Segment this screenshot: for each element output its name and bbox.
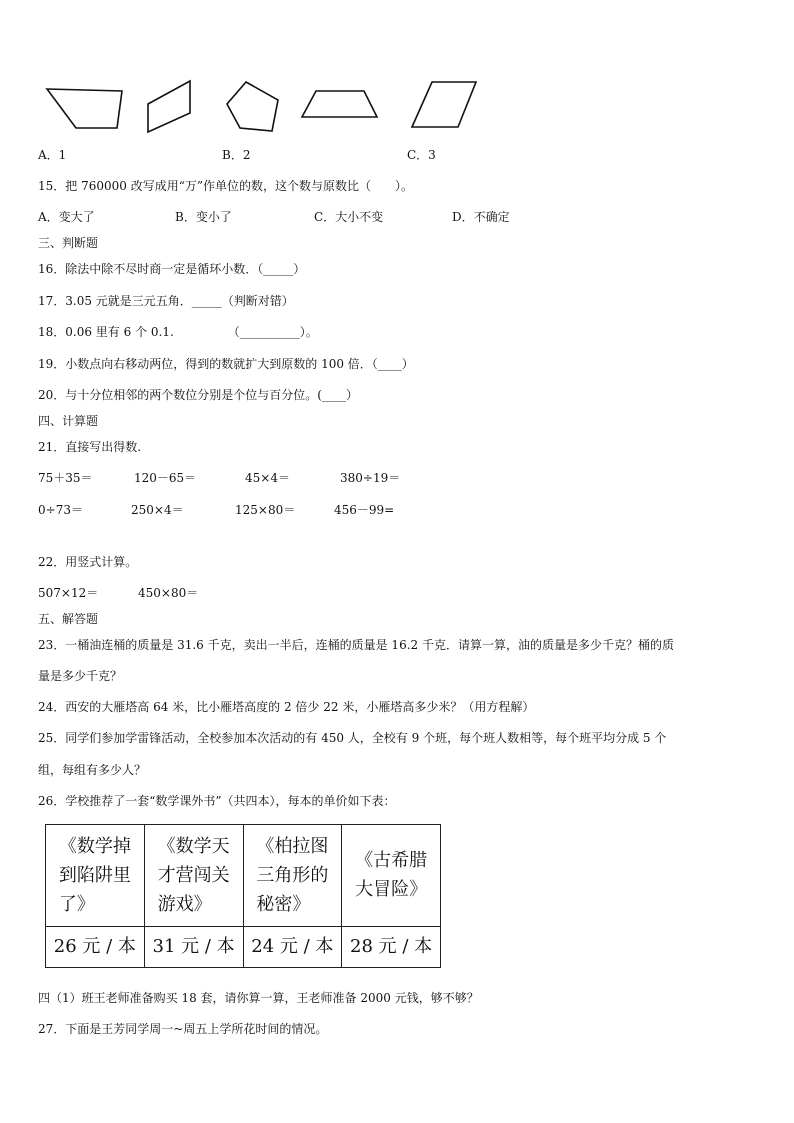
section-3-title: 三、判断题 xyxy=(38,236,99,250)
book-price-cell: 26 元 / 本 xyxy=(46,926,145,967)
q20-text: 20．与十分位相邻的两个数位分别是个位与百分位。(____） xyxy=(38,388,358,402)
book-price-cell: 24 元 / 本 xyxy=(243,926,342,967)
q21-expr: 0÷73＝ xyxy=(38,503,83,517)
q19-text: 19．小数点向右移动两位，得到的数就扩大到原数的 100 倍．（____） xyxy=(38,357,414,371)
q27-text: 27．下面是王芳同学周一~周五上学所花时间的情况。 xyxy=(38,1022,328,1036)
q21-title: 21．直接写出得数. xyxy=(38,440,142,454)
book-title-cell: 《数学掉 到陷阱里 了》 xyxy=(46,825,145,927)
q21-expr: 125×80＝ xyxy=(235,503,296,517)
figure-irregular-quadrilateral xyxy=(47,89,122,128)
book-price-cell: 28 元 / 本 xyxy=(342,926,441,967)
q25-line1: 25．同学们参加学雷锋活动，全校参加本次活动的有 450 人，全校有 9 个班，每个班人数相等，每个班平均分成 5 个 xyxy=(38,731,667,745)
section-4-title: 四、计算题 xyxy=(38,414,99,428)
book-title-cell: 《数学天 才营闯关 游戏》 xyxy=(144,825,243,927)
book-title-cell: 《柏拉图 三角形的 秘密》 xyxy=(243,825,342,927)
q26-text: 26．学校推荐了一套“数学课外书”（共四本），每本的单价如下表： xyxy=(38,794,396,808)
q23-line2: 量是多少千克？ xyxy=(38,669,123,683)
q16-text: 16．除法中除不尽时商一定是循环小数．（_____） xyxy=(38,262,306,276)
quadrilateral-figures xyxy=(0,0,794,140)
figure-pentagon xyxy=(227,82,278,131)
q26-followup: 四（1）班王老师准备购买 18 套，请你算一算，王老师准备 2000 元钱，够不够？ xyxy=(38,991,479,1005)
books-price-table xyxy=(45,824,441,968)
q21-expr: 380÷19＝ xyxy=(340,471,401,485)
q14-option-b: B．2 xyxy=(222,148,251,162)
table-row xyxy=(46,926,441,967)
q25-line2: 组，每组有多少人？ xyxy=(38,763,147,777)
q22-title: 22．用竖式计算。 xyxy=(38,555,138,569)
q21-expr: 75＋35＝ xyxy=(38,471,93,485)
figure-trapezoid xyxy=(302,91,377,117)
figure-parallelogram-tilted xyxy=(148,81,190,132)
book-price-cell: 31 元 / 本 xyxy=(144,926,243,967)
figure-rhombus xyxy=(412,82,476,127)
q18-text: 18．0.06 里有 6 个 0.1. （__________）。 xyxy=(38,325,318,339)
book-title-cell: 《古希腊 大冒险》 xyxy=(342,825,441,927)
q15-option-c: C．大小不变 xyxy=(314,210,384,224)
q22-expr: 507×12＝ xyxy=(38,586,99,600)
q24-text: 24．西安的大雁塔高 64 米，比小雁塔高度的 2 倍少 22 米，小雁塔高多少米？（用方程解） xyxy=(38,700,535,714)
q21-expr: 45×4＝ xyxy=(245,471,290,485)
q15-option-d: D．不确定 xyxy=(452,210,510,224)
q21-expr: 250×4＝ xyxy=(131,503,184,517)
q21-expr: 120－65＝ xyxy=(134,471,197,485)
q21-expr: 456－99= xyxy=(334,503,395,517)
table-row xyxy=(46,825,441,927)
section-5-title: 五、解答题 xyxy=(38,612,99,626)
q22-expr: 450×80＝ xyxy=(138,586,199,600)
q23-line1: 23．一桶油连桶的质量是 31.6 千克，卖出一半后，连桶的质量是 16.2 千克．请算一算，油的质量是多少千克？桶的质 xyxy=(38,638,674,652)
q15-text: 15．把 760000 改写成用“万”作单位的数，这个数与原数比（ ）。 xyxy=(38,179,413,193)
q14-option-a: A．1 xyxy=(38,148,67,162)
q15-option-b: B．变小了 xyxy=(175,210,232,224)
q17-text: 17．3.05 元就是三元五角．_____（判断对错） xyxy=(38,294,294,308)
q15-option-a: A．变大了 xyxy=(38,210,95,224)
q14-option-c: C．3 xyxy=(407,148,436,162)
